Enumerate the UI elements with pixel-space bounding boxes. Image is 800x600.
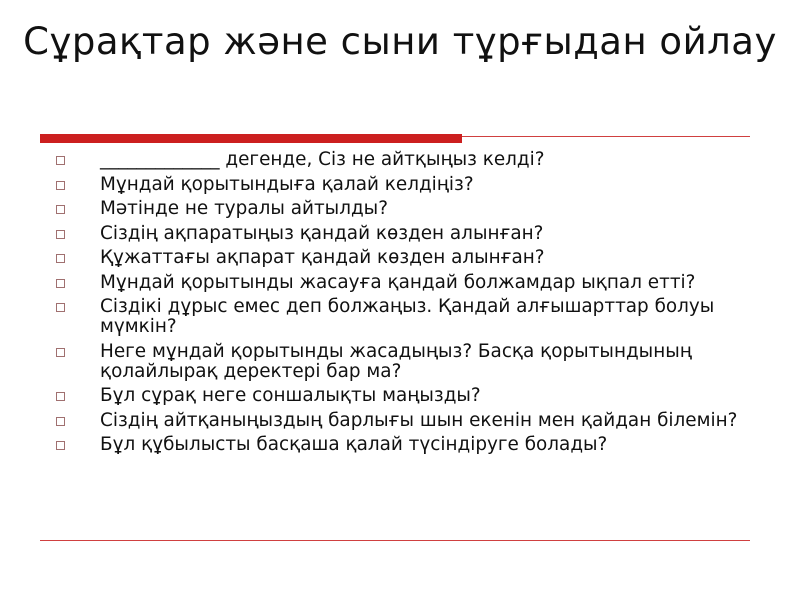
square-bullet-icon: [56, 417, 65, 426]
list-item: [56, 224, 756, 244]
footer-divider-line: [40, 540, 750, 541]
list-item: [56, 199, 756, 219]
list-item-text: Неге мұндай қорытынды жасадыңыз? Басқа қорытындының қолайлырақ деректері бар ма?: [100, 340, 692, 382]
list-item-text: Бұл сұрақ неге соншалықты маңызды?: [100, 385, 481, 406]
list-item-text: _____________ дегенде, Сіз не айтқыңыз келді?: [100, 149, 545, 170]
square-bullet-icon: [56, 156, 65, 165]
list-item-text: Сіздікі дұрыс емес деп болжаңыз. Қандай алғышарттар болуы мүмкін?: [100, 296, 715, 337]
square-bullet-icon: [56, 441, 65, 450]
list-item-text: Мұндай қорытынды жасауға қандай болжамдар ықпал етті?: [100, 271, 696, 293]
square-bullet-icon: [56, 181, 65, 190]
list-item: [56, 150, 756, 170]
list-item: [56, 435, 756, 455]
square-bullet-icon: [56, 230, 65, 239]
list-item-text: Сіздің ақпаратыңыз қандай көзден алынған?: [100, 222, 544, 244]
list-item: [56, 273, 756, 293]
slide-title: Сұрақтар және сыни тұрғыдан ойлау: [23, 20, 777, 63]
list-item-text: Сіздің айтқаныңыздың барлығы шын екенін мен қайдан білемін?: [100, 409, 738, 431]
square-bullet-icon: [56, 392, 65, 401]
square-bullet-icon: [56, 348, 65, 357]
list-item-text: Мәтінде не туралы айтылды?: [100, 198, 388, 219]
list-item: [56, 342, 756, 382]
list-item: [56, 386, 756, 406]
list-item: [56, 248, 756, 268]
square-bullet-icon: [56, 205, 65, 214]
list-item: [56, 411, 756, 431]
question-list: [56, 150, 756, 460]
list-item-text: Құжаттағы ақпарат қандай көзден алынған?: [100, 247, 545, 268]
square-bullet-icon: [56, 279, 65, 288]
square-bullet-icon: [56, 254, 65, 263]
title-accent-bar: [40, 134, 462, 143]
list-item: [56, 175, 756, 195]
list-item: [56, 297, 756, 337]
list-item-text: Мұндай қорытындыға қалай келдіңіз?: [100, 173, 474, 195]
list-item-text: Бұл құбылысты басқаша қалай түсіндіруге болады?: [100, 434, 608, 455]
square-bullet-icon: [56, 303, 65, 312]
